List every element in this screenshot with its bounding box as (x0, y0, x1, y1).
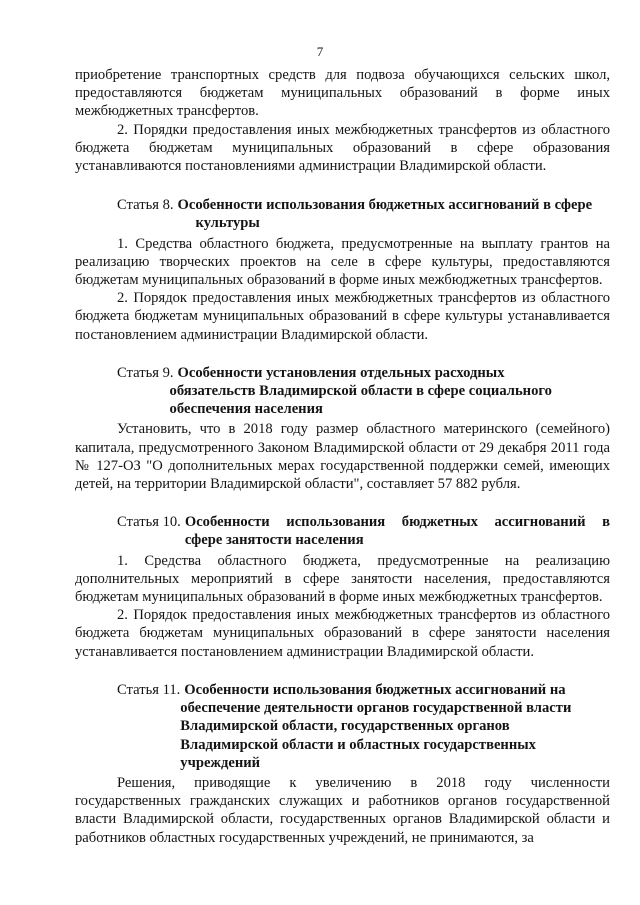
article-title-cont: сфере занятости населения (184, 532, 364, 549)
page-number: 7 (316, 44, 324, 59)
article-number: Статья 8. (117, 197, 174, 214)
document-body (75, 66, 610, 847)
article-title: Особенности использования бюджетных ассигнований на (184, 681, 566, 698)
article-heading-10 (75, 513, 610, 549)
article-heading-9 (75, 364, 610, 419)
article-number: Статья 10. (117, 514, 181, 531)
article-heading-11 (75, 681, 610, 772)
paragraph: 2. Порядок предоставления иных межбюджетных трансфертов из областного бюджета бюджетам муниципальных образований в сфере занятости населения устанавливается постановлением администрации Владимирской области. (75, 607, 610, 660)
article-title: Особенности использования бюджетных ассигнований в сфере (177, 197, 593, 214)
paragraph: приобретение транспортных средств для подвоза обучающихся сельских школ, предоставляются бюджетам муниципальных образований в форме иных межбюджетных трансфертов. (75, 67, 610, 120)
paragraph: 1. Средства областного бюджета, предусмотренные на реализацию дополнительных мероприятий в сфере занятости населения, предоставляются бюджетам муниципальных образований в форме иных межбюджетных трансфертов. (75, 552, 610, 606)
article-title-cont: культуры (195, 215, 260, 232)
paragraph: 2. Порядок предоставления иных межбюджетных трансфертов из областного бюджета бюджетам муниципальных образований в сфере культуры устанавливается постановлением администрации Владимирской области. (75, 290, 610, 343)
article-title: Особенности использования бюджетных ассигнований в (184, 514, 610, 531)
paragraph: 1. Средства областного бюджета, предусмотренные на выплату грантов на реализацию творческих проектов на селе в сфере культуры, предоставляются бюджетам муниципальных образований в форме иных межбюджетных трансфертов. (75, 235, 610, 289)
article-title: Особенности установления отдельных расходных (177, 364, 505, 381)
paragraph: 2. Порядки предоставления иных межбюджетных трансфертов из областного бюджета бюджетам муниципальных образований в сфере образования устанавливаются постановлениями администрации Владимирской области. (75, 121, 610, 175)
article-number: Статья 11. (117, 681, 181, 698)
paragraph: Установить, что в 2018 году размер областного материнского (семейного) капитала, предусмотренного Законом Владимирской области от 29 декабря 2011 года № 127-ОЗ "О дополнительных мерах государственной поддержки семей, имеющих детей, на территории Владимирской области", составляет 57 882 рубля. (75, 421, 610, 493)
article-title-cont: обеспечение деятельности органов государственной власти (180, 700, 572, 717)
paragraph: Решения, приводящие к увеличению в 2018 году численности государственных гражданских служащих и работников органов государственной власти Владимирской области, государственных органов Владимирской области и работников областных государственных учреждений, не принимаются, за (75, 774, 610, 846)
article-number: Статья 9. (117, 364, 174, 381)
article-title-cont: Владимирской области и областных государственных (180, 736, 536, 753)
article-title-cont: обеспечения населения (169, 401, 323, 418)
article-title-cont: обязательств Владимирской области в сфере социального (169, 383, 552, 400)
article-heading-8 (75, 196, 610, 232)
article-title-cont: Владимирской области, государственных органов (180, 718, 510, 735)
article-title-cont: учреждений (180, 754, 261, 771)
